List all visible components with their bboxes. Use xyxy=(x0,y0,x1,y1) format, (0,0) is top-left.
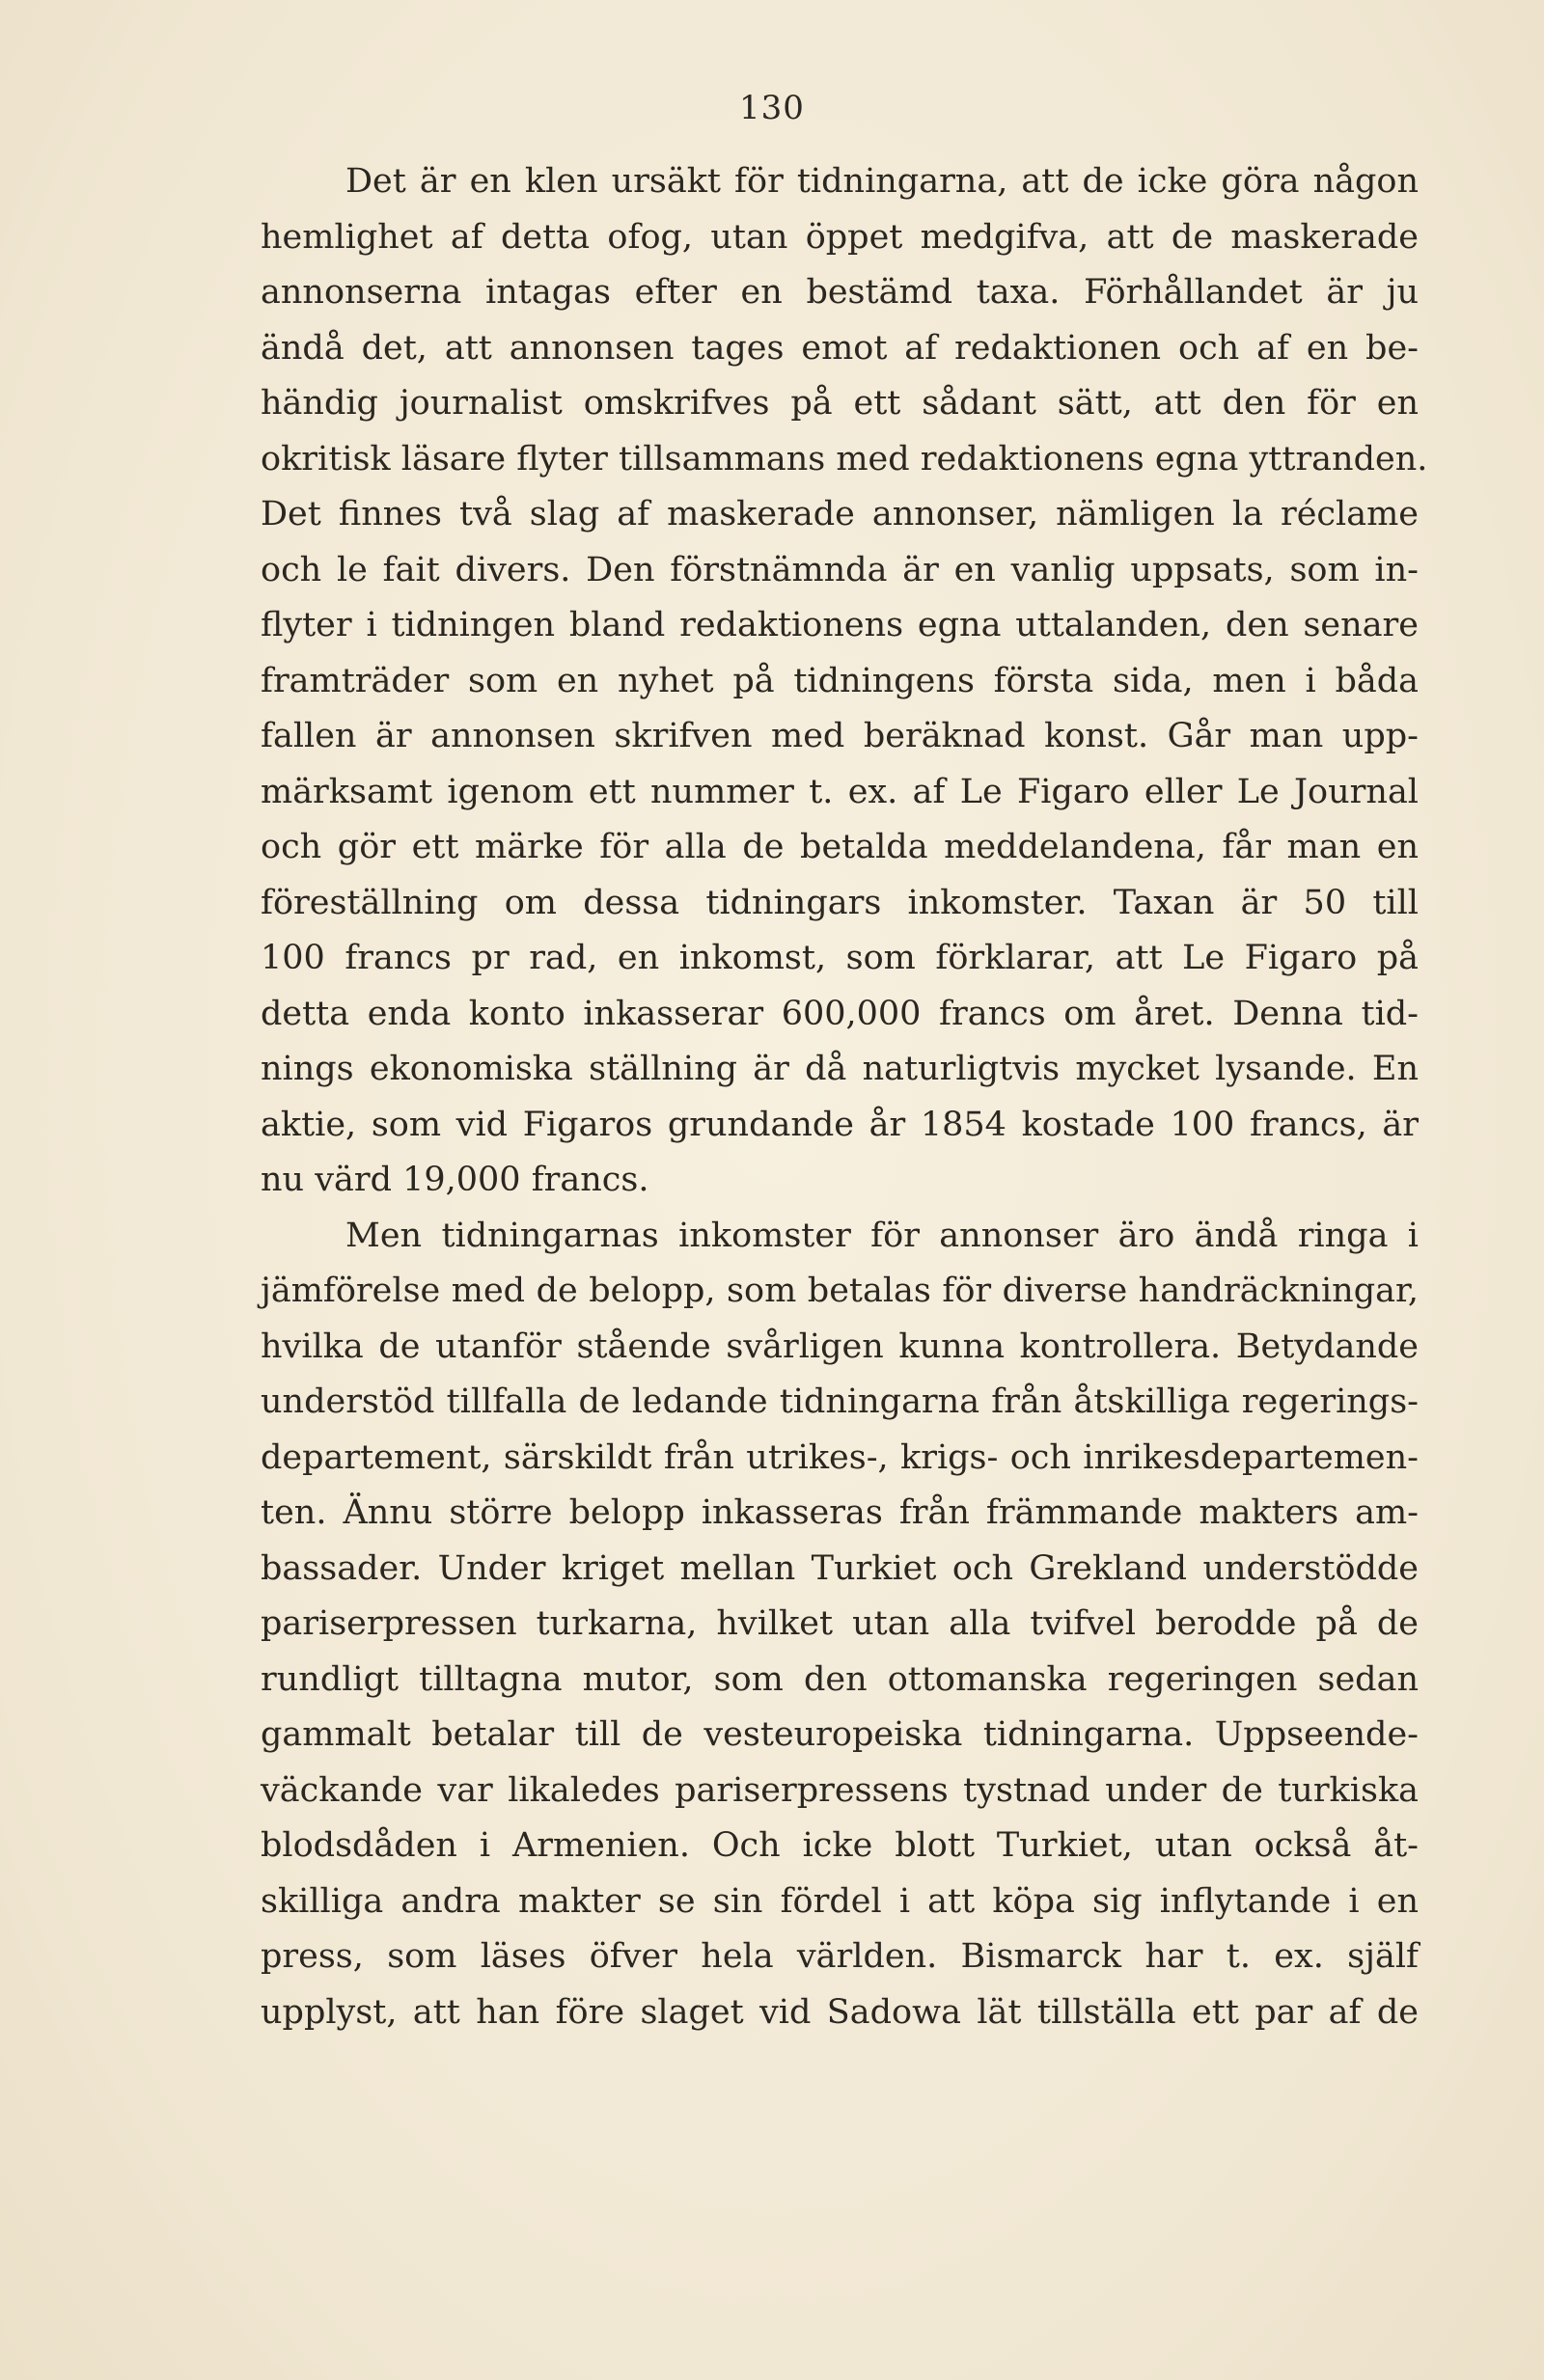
text-line: hemlighet af detta ofog, utan öppet medgifva, att de maskerade xyxy=(261,217,1419,257)
page-number: 130 xyxy=(739,89,805,127)
text-line: aktie, som vid Figaros grundande år 1854 kostade 100 francs, är xyxy=(261,1105,1419,1144)
text-line: blodsdåden i Armenien. Och icke blott Turkiet, utan också åt- xyxy=(261,1826,1419,1865)
text-line: detta enda konto inkasserar 600,000 francs om året. Denna tid- xyxy=(261,994,1419,1033)
text-line: ten. Ännu större belopp inkasseras från främmande makters am- xyxy=(261,1493,1419,1532)
text-line: Det är en klen ursäkt för tidningarna, att de icke göra någon xyxy=(345,162,1419,201)
text-line: okritisk läsare flyter tillsammans med redaktionens egna yttranden. xyxy=(261,439,1428,479)
text-line: händig journalist omskrifves på ett sådant sätt, att den för en xyxy=(261,384,1419,423)
text-line: understöd tillfalla de ledande tidningarna från åtskilliga regerings- xyxy=(261,1382,1419,1421)
text-line: föreställning om dessa tidningars inkomster. Taxan är 50 till xyxy=(261,883,1419,922)
paragraph-2 xyxy=(261,1209,1419,2041)
text-line: upplyst, att han före slaget vid Sadowa lät tillställa ett par af de xyxy=(261,1992,1419,2032)
text-line: 100 francs pr rad, en inkomst, som förklarar, att Le Figaro på xyxy=(261,939,1419,977)
text-line: och le fait divers. Den förstnämnda är en vanlig uppsats, som in- xyxy=(261,550,1419,589)
text-line: märksamt igenom ett nummer t. ex. af Le Figaro eller Le Journal xyxy=(261,772,1419,811)
text-line: annonserna intagas efter en bestämd taxa. Förhållandet är ju xyxy=(261,273,1419,312)
text-line: departement, särskildt från utrikes-, krigs- och inrikesdepartemen- xyxy=(261,1437,1419,1477)
paragraph-1 xyxy=(261,154,1428,1209)
text-line: ändå det, att annonsen tages emot af redaktionen och af en be- xyxy=(261,328,1419,368)
text-line: skilliga andra makter se sin fördel i att köpa sig inflytande i en xyxy=(261,1881,1419,1921)
text-line: väckande var likaledes pariserpressens tystnad under de turkiska xyxy=(261,1770,1419,1810)
text-line: fallen är annonsen skrifven med beräknad konst. Går man upp- xyxy=(261,717,1419,755)
text-line: bassader. Under kriget mellan Turkiet och Grekland understödde xyxy=(261,1548,1419,1588)
text-line: Men tidningarnas inkomster för annonser äro ändå ringa i xyxy=(345,1216,1419,1255)
text-line: och gör ett märke för alla de betalda meddelandena, får man en xyxy=(261,828,1419,866)
text-line: rundligt tilltagna mutor, som den ottomanska regeringen sedan xyxy=(261,1659,1419,1699)
text-line: nu värd 19,000 francs. xyxy=(261,1161,649,1199)
text-line: flyter i tidningen bland redaktionens egna uttalanden, den senare xyxy=(261,606,1419,644)
text-line: Det finnes två slag af maskerade annonser, nämligen la réclame xyxy=(261,495,1419,533)
text-line: jämförelse med de belopp, som betalas för diverse handräckningar, xyxy=(261,1272,1419,1310)
text-line: nings ekonomiska ställning är då naturligtvis mycket lysande. En xyxy=(261,1050,1419,1088)
body-text xyxy=(261,154,1428,2040)
text-line: press, som läses öfver hela världen. Bismarck har t. ex. själf xyxy=(261,1937,1419,1976)
text-line: hvilka de utanför stående svårligen kunna kontrollera. Betydande xyxy=(261,1327,1419,1366)
text-line: pariserpressen turkarna, hvilket utan alla tvifvel berodde på de xyxy=(261,1604,1419,1643)
text-line: framträder som en nyhet på tidningens första sida, men i båda xyxy=(261,661,1419,700)
text-line: gammalt betalar till de vesteuropeiska tidningarna. Uppseende- xyxy=(261,1715,1419,1754)
